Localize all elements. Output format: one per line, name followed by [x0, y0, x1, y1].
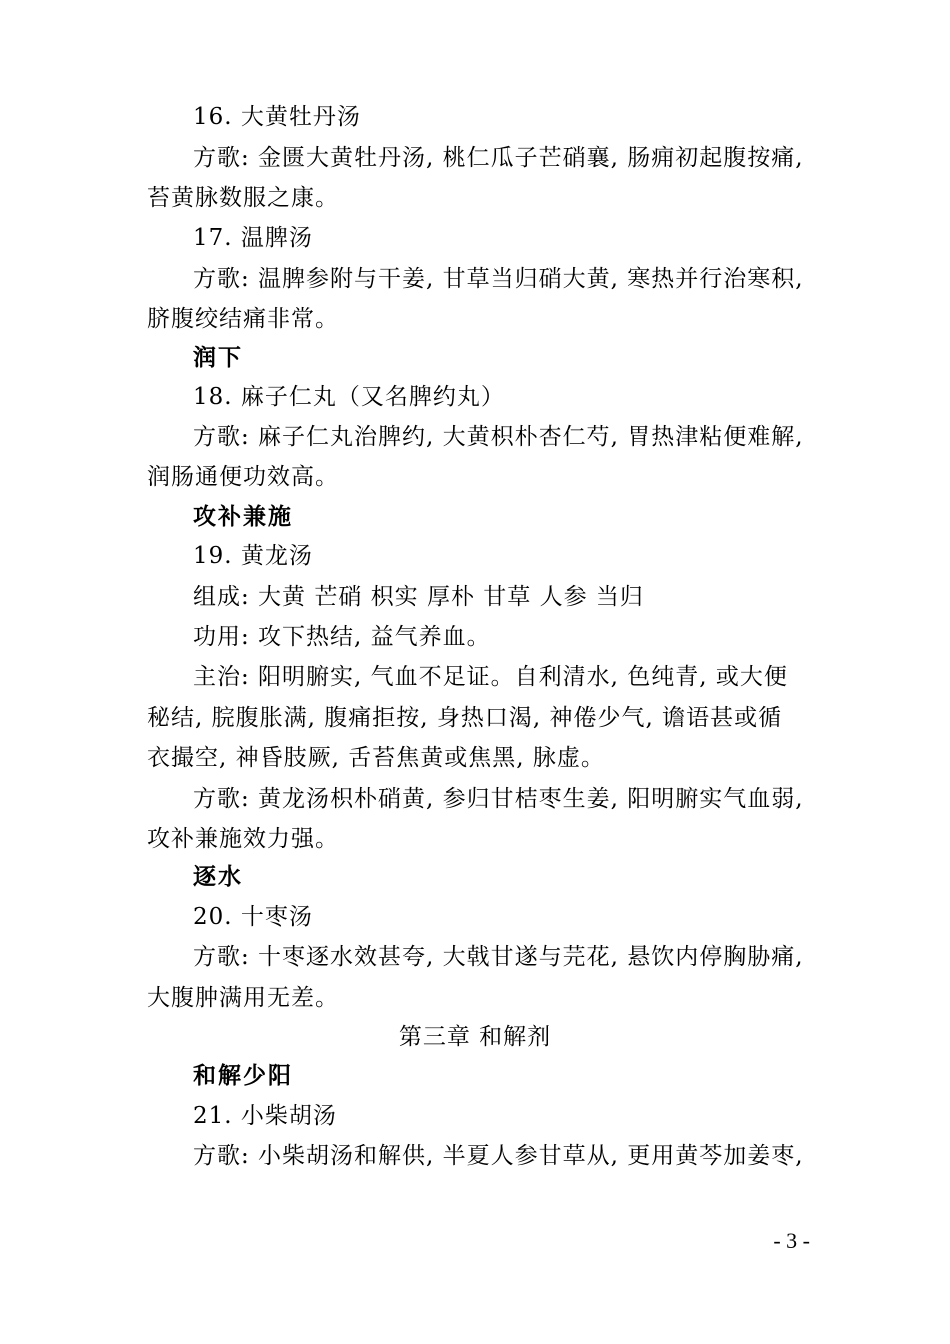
formula-title-18: 18. 麻子仁丸（又名脾约丸）	[193, 384, 505, 410]
formula-song-line: 润肠通便功效高。	[147, 464, 339, 490]
page-number: - 3 -	[773, 1228, 810, 1253]
indication-line: 衣撮空, 神昏肢厥, 舌苔焦黄或焦黑, 脉虚。	[147, 745, 605, 771]
formula-song-line: 方歌: 十枣逐水效甚夸, 大戟甘遂与芫花, 悬饮内停胸胁痛,	[193, 944, 804, 970]
formula-song-line: 苔黄脉数服之康。	[147, 185, 339, 211]
section-heading: 逐水	[193, 863, 243, 890]
function-line: 功用: 攻下热结, 益气养血。	[193, 624, 491, 650]
formula-song-line: 方歌: 小柴胡汤和解供, 半夏人参甘草从, 更用黄芩加姜枣,	[193, 1143, 804, 1169]
formula-song-line: 方歌: 温脾参附与干姜, 甘草当归硝大黄, 寒热并行治寒积,	[193, 266, 804, 292]
formula-song-line: 攻补兼施效力强。	[147, 826, 339, 852]
indication-line: 秘结, 脘腹胀满, 腹痛拒按, 身热口渴, 神倦少气, 谵语甚或循	[147, 705, 783, 731]
formula-song-line: 脐腹绞结痛非常。	[147, 306, 339, 332]
indication-line: 主治: 阳明腑实, 气血不足证。自利清水, 色纯青, 或大便	[193, 664, 788, 690]
formula-song-line: 大腹肿满用无差。	[147, 985, 339, 1011]
formula-title-19: 19. 黄龙汤	[193, 543, 313, 569]
chapter-title: 第三章 和解剂	[398, 1024, 552, 1050]
section-heading: 和解少阳	[193, 1062, 293, 1089]
formula-title-21: 21. 小柴胡汤	[193, 1103, 337, 1129]
composition-line: 组成: 大黄 芒硝 枳实 厚朴 甘草 人参 当归	[193, 584, 644, 610]
formula-title-17: 17. 温脾汤	[193, 225, 313, 251]
formula-title-16: 16. 大黄牡丹汤	[193, 104, 361, 130]
section-heading: 润下	[193, 344, 243, 371]
formula-title-20: 20. 十枣汤	[193, 904, 313, 930]
formula-song-line: 方歌: 金匮大黄牡丹汤, 桃仁瓜子芒硝襄, 肠痈初起腹按痛,	[193, 145, 804, 171]
formula-song-line: 方歌: 黄龙汤枳朴硝黄, 参归甘桔枣生姜, 阳明腑实气血弱,	[193, 786, 804, 812]
section-heading: 攻补兼施	[193, 503, 293, 530]
formula-song-line: 方歌: 麻子仁丸治脾约, 大黄枳朴杏仁芍, 胃热津粘便难解,	[193, 424, 804, 450]
